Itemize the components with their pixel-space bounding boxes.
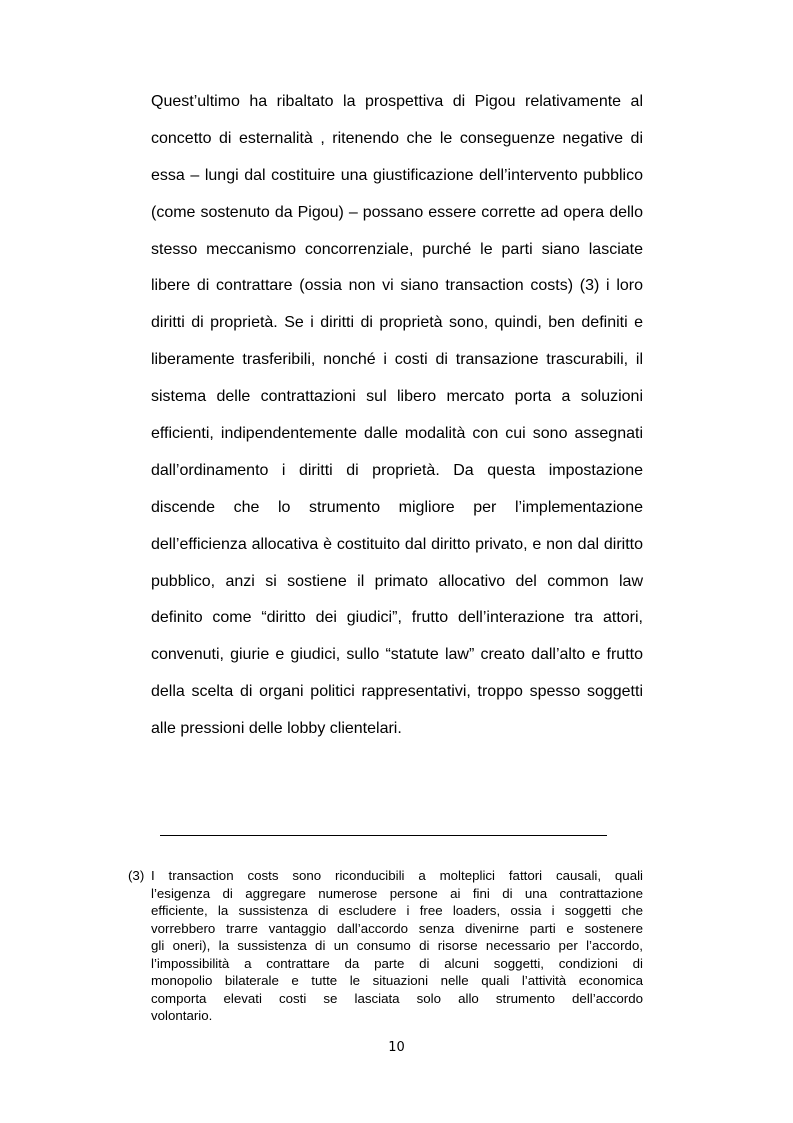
footnote-line: l’impossibilità a contrattare da parte di alcuni soggetti, condizioni di <box>151 955 643 971</box>
body-paragraph <box>151 84 643 748</box>
body-line: dall’ordinamento i diritti di proprietà. Da questa impostazione <box>151 461 643 479</box>
body-line: diritti di proprietà. Se i diritti di proprietà sono, quindi, ben definiti e <box>151 314 643 332</box>
body-line: stesso meccanismo concorrenziale, purché le parti siano lasciate <box>151 240 643 258</box>
body-line: liberamente trasferibili, nonché i costi di transazione trascurabili, il <box>151 351 643 369</box>
body-line: libere di contrattare (ossia non vi siano transaction costs) (3) i loro <box>151 277 643 295</box>
footnote-separator <box>160 835 607 836</box>
body-line: dell’efficienza allocativa è costituito dal diritto privato, e non dal diritto <box>151 535 643 553</box>
footnote-line: efficiente, la sussistenza di escludere i free loaders, ossia i soggetti che <box>151 903 643 918</box>
footnote-line: vorrebbero trarre vantaggio dall’accordo senza divenirne parti e sostenere <box>151 920 643 936</box>
body-line: concetto di esternalità , ritenendo che le conseguenze negative di <box>151 129 643 147</box>
page-number: 10 <box>388 1040 405 1055</box>
footnote-text <box>151 867 643 1025</box>
body-line: Quest’ultimo ha ribaltato la prospettiva di Pigou relativamente al <box>151 93 643 110</box>
footnote-line: l’esigenza di aggregare numerose persone ai fini di una contrattazione <box>151 885 643 901</box>
footnote-line: comporta elevati costi se lasciata solo allo strumento dell’accordo <box>151 990 643 1006</box>
body-line: pubblico, anzi si sostiene il primato allocativo del common law <box>151 572 643 590</box>
body-line: della scelta di organi politici rappresentativi, troppo spesso soggetti <box>151 683 643 701</box>
body-line: definito come “diritto dei giudici”, frutto dell’interazione tra attori, <box>151 609 643 627</box>
footnote-line: monopolio bilaterale e tutte le situazioni nelle quali l’attività economica <box>151 973 643 988</box>
footnote-line: gli oneri), la sussistenza di un consumo di risorse necessario per l’accordo, <box>151 938 643 953</box>
footnote <box>128 867 643 1025</box>
body-line: convenuti, giurie e giudici, sullo “statute law” creato dall’alto e frutto <box>151 646 643 664</box>
footnote-marker: (3) <box>128 868 145 883</box>
body-line: alle pressioni delle lobby clientelari. <box>151 720 402 738</box>
footnote-line: volontario. <box>151 1008 213 1023</box>
footnote-line: I transaction costs sono riconducibili a molteplici fattori causali, quali <box>151 868 643 883</box>
body-line: efficienti, indipendentemente dalle modalità con cui sono assegnati <box>151 425 643 443</box>
body-line: discende che lo strumento migliore per l’implementazione <box>151 498 643 516</box>
body-line: (come sostenuto da Pigou) – possano essere corrette ad opera dello <box>151 203 643 221</box>
body-line: essa – lungi dal costituire una giustificazione dell’intervento pubblico <box>151 166 643 184</box>
body-line: sistema delle contrattazioni sul libero mercato porta a soluzioni <box>151 388 643 406</box>
